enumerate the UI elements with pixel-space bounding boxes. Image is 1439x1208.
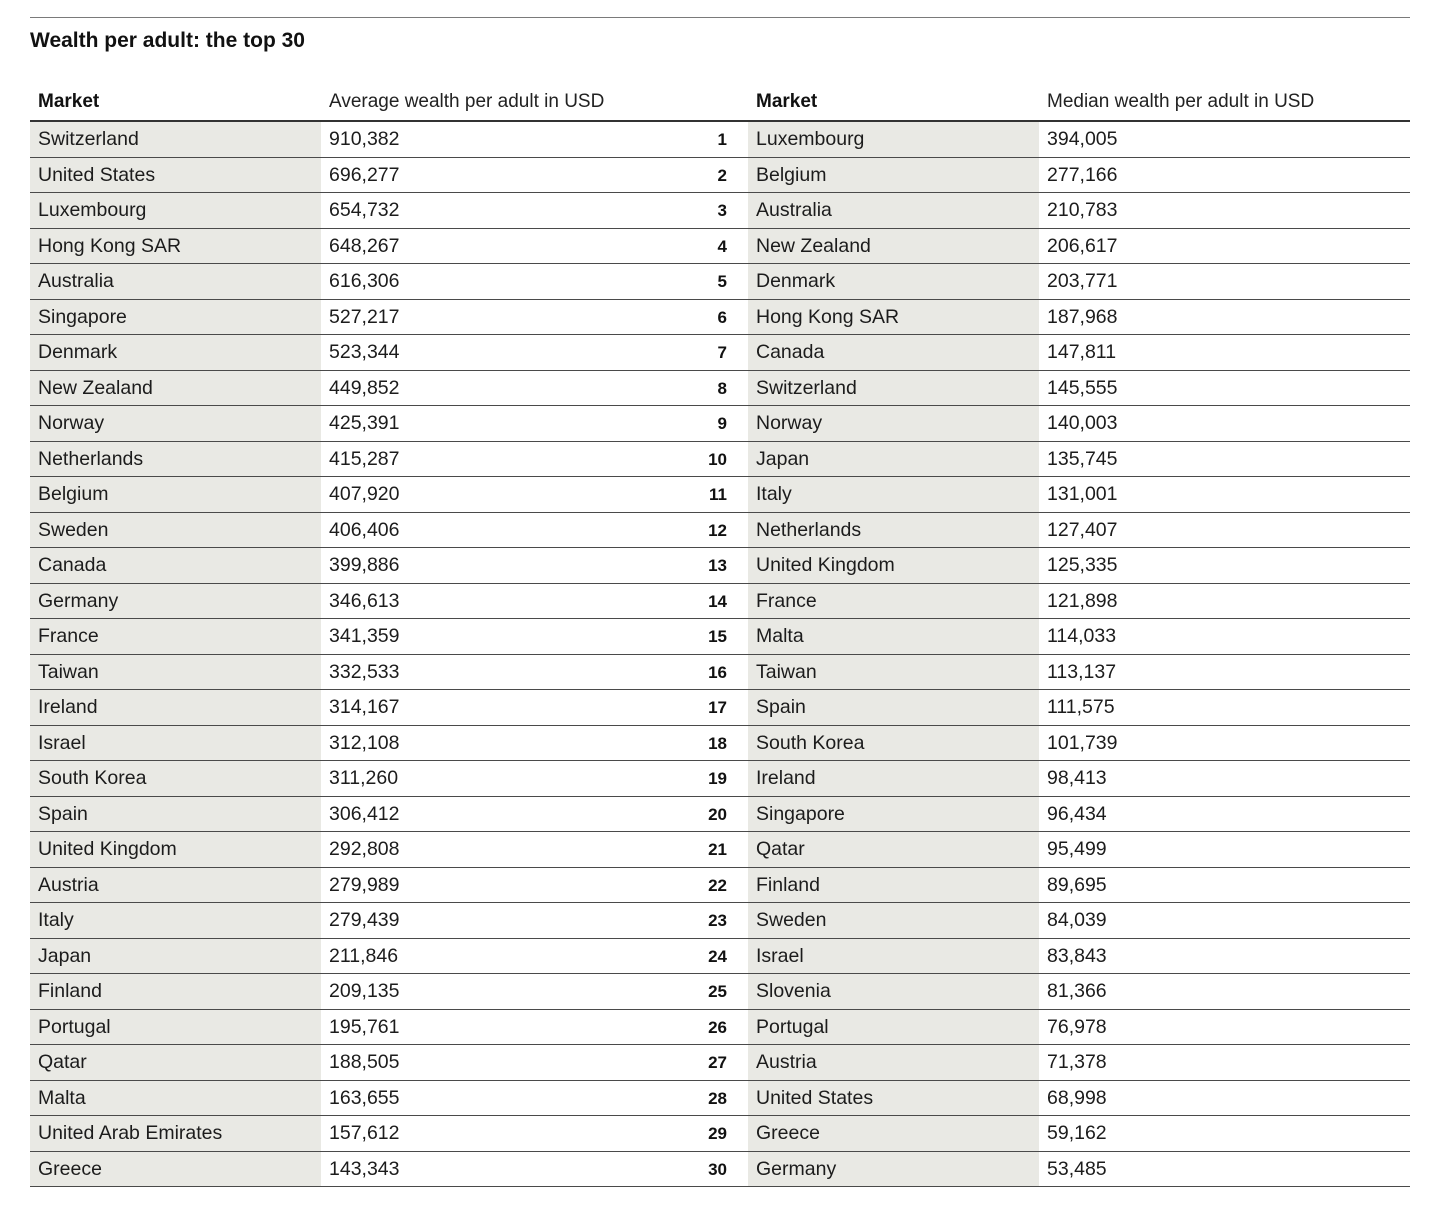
median-market-name: Australia <box>756 199 832 221</box>
rank-number: 3 <box>717 201 727 220</box>
median-market-name: Singapore <box>756 802 845 825</box>
table-row <box>30 655 1410 691</box>
table-row <box>30 513 1410 549</box>
avg-market-name: France <box>38 625 99 647</box>
rank-number: 17 <box>708 698 727 717</box>
rank-number: 18 <box>708 733 727 753</box>
median-market-name: Austria <box>756 1051 817 1073</box>
table-row <box>30 300 1410 336</box>
avg-wealth-value: 415,287 <box>329 447 400 470</box>
rank-number: 26 <box>708 1017 727 1037</box>
table-row <box>30 974 1410 1010</box>
rank-number: 5 <box>717 272 727 291</box>
median-wealth-value: 131,001 <box>1047 483 1118 505</box>
table-row <box>30 193 1410 229</box>
median-market-name: Netherlands <box>756 518 862 541</box>
median-wealth-value: 89,695 <box>1047 873 1107 896</box>
avg-wealth-value: 292,808 <box>329 838 400 860</box>
avg-market-name: Italy <box>38 909 74 931</box>
rank-number: 6 <box>717 307 727 327</box>
table-row <box>30 548 1410 584</box>
table-row <box>30 229 1410 265</box>
rank-number: 20 <box>708 804 727 824</box>
rank-number: 28 <box>708 1088 727 1108</box>
median-market-name: Ireland <box>756 767 816 789</box>
median-wealth-value: 111,575 <box>1047 696 1115 718</box>
rank-number: 13 <box>708 556 727 575</box>
avg-market-name: Qatar <box>38 1051 87 1073</box>
median-market-name: Hong Kong SAR <box>756 305 900 328</box>
avg-wealth-value: 306,412 <box>329 802 400 825</box>
median-wealth-value: 76,978 <box>1047 1015 1107 1038</box>
avg-market-name: New Zealand <box>38 376 153 399</box>
rank-number: 19 <box>708 769 727 788</box>
table-row <box>30 1010 1410 1046</box>
avg-wealth-value: 311,260 <box>329 767 399 789</box>
table-row <box>30 797 1410 833</box>
median-wealth-value: 140,003 <box>1047 412 1118 434</box>
avg-wealth-value: 312,108 <box>329 731 400 754</box>
table-row <box>30 158 1410 194</box>
table-row <box>30 584 1410 620</box>
median-market-name: Luxembourg <box>756 128 865 150</box>
top-rule <box>30 17 1410 18</box>
median-market-name: Denmark <box>756 270 836 292</box>
median-market-name: France <box>756 589 817 612</box>
avg-wealth-value: 332,533 <box>329 660 400 683</box>
rank-number: 1 <box>717 130 727 149</box>
avg-market-name: Denmark <box>38 341 118 363</box>
rank-number: 4 <box>717 236 727 256</box>
avg-market-name: South Korea <box>38 767 147 789</box>
avg-wealth-value: 910,382 <box>329 128 400 150</box>
avg-wealth-value: 314,167 <box>329 696 400 718</box>
median-wealth-value: 98,413 <box>1047 767 1107 789</box>
rank-number: 15 <box>708 627 727 646</box>
table-row <box>30 761 1410 797</box>
table-row <box>30 335 1410 371</box>
header-median-wealth: Median wealth per adult in USD <box>1047 91 1315 112</box>
avg-wealth-value: 211,846 <box>329 944 399 967</box>
avg-market-name: Netherlands <box>38 447 144 470</box>
median-market-name: Sweden <box>756 909 827 931</box>
avg-wealth-value: 523,344 <box>329 341 400 363</box>
avg-wealth-value: 163,655 <box>329 1086 400 1109</box>
rank-number: 10 <box>708 449 727 469</box>
median-wealth-value: 59,162 <box>1047 1122 1107 1144</box>
rank-number: 27 <box>708 1053 727 1072</box>
avg-market-name: Canada <box>38 554 107 576</box>
median-wealth-value: 127,407 <box>1047 518 1118 541</box>
median-market-name: Belgium <box>756 163 827 186</box>
median-market-name: Finland <box>756 873 820 896</box>
avg-wealth-value: 406,406 <box>329 518 400 541</box>
page-title: Wealth per adult: the top 30 <box>30 29 305 52</box>
avg-market-name: Ireland <box>38 696 98 718</box>
table-row <box>30 1152 1410 1188</box>
avg-market-name: Japan <box>38 944 92 967</box>
median-market-name: Greece <box>756 1122 820 1144</box>
median-wealth-value: 84,039 <box>1047 909 1107 931</box>
median-wealth-value: 121,898 <box>1047 589 1118 612</box>
median-wealth-value: 125,335 <box>1047 554 1118 576</box>
table-row <box>30 406 1410 442</box>
avg-market-name: United Kingdom <box>38 838 177 860</box>
median-market-name: Slovenia <box>756 980 831 1002</box>
avg-market-name: Finland <box>38 980 102 1002</box>
table-row <box>30 690 1410 726</box>
median-market-name: Germany <box>756 1157 837 1180</box>
avg-wealth-value: 449,852 <box>329 376 400 399</box>
avg-market-name: Luxembourg <box>38 199 147 221</box>
rank-number: 29 <box>708 1124 727 1143</box>
header-average-wealth: Average wealth per adult in USD <box>329 91 605 112</box>
median-wealth-value: 114,033 <box>1047 625 1117 647</box>
avg-wealth-value: 654,732 <box>329 199 400 221</box>
table-row <box>30 264 1410 300</box>
median-market-name: Portugal <box>756 1015 829 1038</box>
table-row <box>30 371 1410 407</box>
table-row <box>30 726 1410 762</box>
rank-number: 9 <box>717 414 727 433</box>
median-market-name: United Kingdom <box>756 554 895 576</box>
avg-market-name: Israel <box>38 731 86 754</box>
avg-market-name: Malta <box>38 1086 86 1109</box>
avg-market-name: Germany <box>38 589 119 612</box>
median-wealth-value: 81,366 <box>1047 980 1107 1002</box>
table-row <box>30 1045 1410 1081</box>
median-market-name: South Korea <box>756 731 865 754</box>
median-wealth-value: 277,166 <box>1047 163 1118 186</box>
table-row <box>30 939 1410 975</box>
avg-wealth-value: 157,612 <box>329 1122 400 1144</box>
header-market-average: Market <box>38 91 100 112</box>
avg-market-name: Spain <box>38 802 88 825</box>
median-market-name: Israel <box>756 944 804 967</box>
avg-wealth-value: 143,343 <box>329 1157 400 1180</box>
median-market-name: Japan <box>756 447 810 470</box>
rank-number: 16 <box>708 662 727 682</box>
avg-wealth-value: 346,613 <box>329 589 400 612</box>
avg-market-name: Switzerland <box>38 128 139 150</box>
median-wealth-value: 147,811 <box>1047 341 1117 363</box>
median-wealth-value: 95,499 <box>1047 838 1107 860</box>
avg-wealth-value: 188,505 <box>329 1051 400 1073</box>
avg-market-name: Sweden <box>38 518 109 541</box>
median-wealth-value: 135,745 <box>1047 447 1118 470</box>
median-wealth-value: 394,005 <box>1047 128 1118 150</box>
table-row <box>30 619 1410 655</box>
avg-wealth-value: 279,439 <box>329 909 400 931</box>
rank-number: 21 <box>708 840 727 859</box>
median-wealth-value: 187,968 <box>1047 305 1118 328</box>
rank-number: 11 <box>709 485 727 504</box>
table-row <box>30 122 1410 158</box>
median-market-name: Italy <box>756 483 792 505</box>
avg-market-name: Hong Kong SAR <box>38 234 182 257</box>
median-wealth-value: 68,998 <box>1047 1086 1107 1109</box>
avg-wealth-value: 616,306 <box>329 270 400 292</box>
rank-number: 25 <box>708 982 727 1001</box>
median-wealth-value: 206,617 <box>1047 234 1118 257</box>
median-market-name: Taiwan <box>756 660 817 683</box>
avg-market-name: Greece <box>38 1157 102 1180</box>
avg-market-name: Belgium <box>38 483 109 505</box>
avg-market-name: Portugal <box>38 1015 111 1038</box>
avg-wealth-value: 648,267 <box>329 234 400 257</box>
avg-wealth-value: 425,391 <box>329 412 400 434</box>
table-row <box>30 1116 1410 1152</box>
avg-wealth-value: 279,989 <box>329 873 400 896</box>
avg-market-name: United Arab Emirates <box>38 1122 223 1144</box>
avg-market-name: Singapore <box>38 305 127 328</box>
rank-number: 7 <box>717 343 727 362</box>
median-wealth-value: 210,783 <box>1047 199 1118 221</box>
median-market-name: Norway <box>756 412 823 434</box>
avg-wealth-value: 696,277 <box>329 163 400 186</box>
table-row <box>30 1081 1410 1117</box>
avg-market-name: Taiwan <box>38 660 99 683</box>
table-row <box>30 868 1410 904</box>
median-market-name: United States <box>756 1086 874 1109</box>
table-row <box>30 442 1410 478</box>
median-market-name: Spain <box>756 696 806 718</box>
avg-wealth-value: 399,886 <box>329 554 400 576</box>
wealth-table <box>30 84 1410 1187</box>
table-header <box>30 84 1410 122</box>
median-wealth-value: 96,434 <box>1047 802 1107 825</box>
avg-wealth-value: 195,761 <box>329 1015 400 1038</box>
rank-number: 8 <box>717 378 727 398</box>
avg-market-name: United States <box>38 163 156 186</box>
avg-wealth-value: 209,135 <box>329 980 400 1002</box>
avg-wealth-value: 341,359 <box>329 625 400 647</box>
median-wealth-value: 113,137 <box>1047 660 1117 683</box>
rank-number: 2 <box>717 165 727 185</box>
table-row <box>30 832 1410 868</box>
median-market-name: Switzerland <box>756 376 857 399</box>
median-wealth-value: 83,843 <box>1047 944 1107 967</box>
median-market-name: Malta <box>756 625 804 647</box>
avg-market-name: Norway <box>38 412 105 434</box>
avg-market-name: Austria <box>38 873 99 896</box>
median-wealth-value: 203,771 <box>1047 270 1118 292</box>
avg-market-name: Australia <box>38 270 114 292</box>
median-market-name: Canada <box>756 341 825 363</box>
avg-wealth-value: 527,217 <box>329 305 400 328</box>
table-body <box>30 122 1410 1187</box>
avg-wealth-value: 407,920 <box>329 483 400 505</box>
rank-number: 23 <box>708 911 727 930</box>
rank-number: 12 <box>708 520 727 540</box>
median-market-name: New Zealand <box>756 234 871 257</box>
median-wealth-value: 145,555 <box>1047 376 1118 399</box>
rank-number: 14 <box>708 591 727 611</box>
header-market-median: Market <box>756 91 818 112</box>
rank-number: 30 <box>708 1159 727 1179</box>
rank-number: 22 <box>708 875 727 895</box>
table-row <box>30 477 1410 513</box>
median-wealth-value: 71,378 <box>1047 1051 1107 1073</box>
table-row <box>30 903 1410 939</box>
median-wealth-value: 101,739 <box>1047 731 1118 754</box>
median-market-name: Qatar <box>756 838 805 860</box>
rank-number: 24 <box>708 946 727 966</box>
median-wealth-value: 53,485 <box>1047 1157 1107 1180</box>
